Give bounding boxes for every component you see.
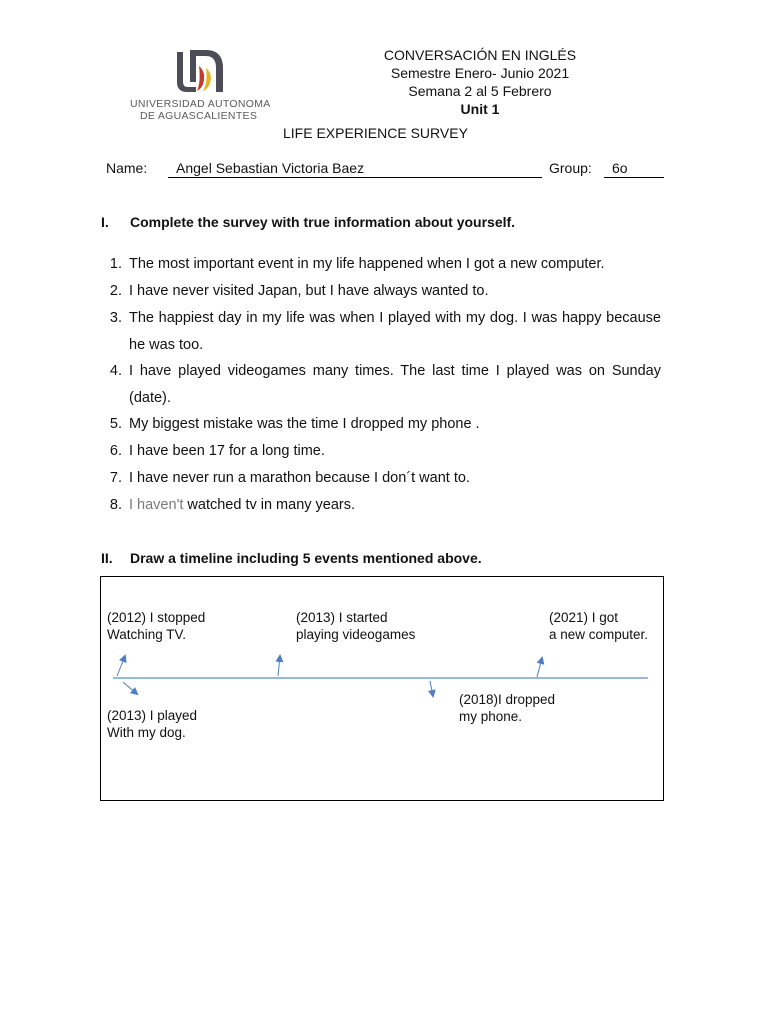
item-number: 4. [109, 363, 122, 379]
timeline-arrow [123, 682, 137, 694]
section-1-number: I. [101, 214, 109, 230]
item-number: 1. [109, 256, 122, 272]
survey-title: LIFE EXPERIENCE SURVEY [283, 125, 468, 141]
name-label: Name: [106, 160, 148, 176]
survey-item [106, 465, 661, 492]
item-number: 2. [109, 283, 122, 299]
group-label: Group: [549, 160, 592, 176]
item-prefix: I haven't [129, 497, 184, 513]
logo-text-line1: UNIVERSIDAD AUTONOMA [130, 98, 271, 110]
course-title: CONVERSACIÓN EN INGLÉS [383, 47, 577, 63]
name-field: Angel Sebastian Victoria Baez [168, 160, 542, 178]
item-number: 8. [109, 497, 122, 513]
timeline-event: (2021) I got a new computer. [549, 610, 649, 642]
timeline-event: (2013) I started playing videogames [296, 610, 416, 642]
item-text: I have never visited Japan, but I have always wanted to. [129, 283, 489, 299]
survey-item [106, 278, 661, 305]
survey-item [106, 251, 661, 278]
timeline-event: (2012) I stopped Watching TV. [107, 610, 206, 642]
item-text: My biggest mistake was the time I dropped my phone . [129, 416, 480, 432]
section-2-number: II. [101, 550, 113, 566]
item-text: I have been 17 for a long time. [129, 443, 325, 459]
item-number: 3. [109, 310, 122, 326]
timeline-arrow [117, 656, 125, 676]
semester-text: Semestre Enero- Junio 2021 [390, 65, 570, 81]
item-text [129, 492, 661, 519]
section-2-heading [101, 550, 661, 568]
section-1-title: Complete the survey with true information about yourself. [130, 214, 516, 230]
unit-label: Unit 1 [460, 101, 500, 117]
item-text: I have never run a marathon because I don´t want to. [129, 470, 470, 486]
logo-text-line2: DE AGUASCALIENTES [140, 110, 258, 122]
week-text: Semana 2 al 5 Febrero [408, 83, 552, 99]
section-1-heading [101, 214, 661, 232]
university-logo [130, 46, 275, 122]
timeline-event: (2013) I played With my dog. [107, 708, 198, 740]
survey-item [106, 438, 661, 465]
item-number: 6. [109, 443, 122, 459]
timeline-event: (2018)I dropped my phone. [459, 692, 556, 724]
timeline-arrow [430, 681, 433, 696]
timeline-arrow [537, 658, 542, 677]
item-text: I have played videogames many times. The last time I played was on Sunday (date). [129, 363, 661, 406]
survey-item [106, 411, 661, 438]
timeline-arrow [278, 656, 280, 676]
item-number: 5. [109, 416, 122, 432]
item-text-rest: watched tv in many years. [183, 497, 356, 513]
group-field: 6o [604, 160, 664, 178]
section-2-title: Draw a timeline including 5 events mentioned above. [130, 550, 482, 566]
logo-emblem-icon [130, 46, 275, 100]
item-number: 7. [109, 470, 122, 486]
item-text: The most important event in my life happened when I got a new computer. [129, 256, 605, 272]
item-text: The happiest day in my life was when I played with my dog. I was happy because he was too. [129, 310, 661, 353]
survey-item [106, 305, 661, 358]
survey-item [106, 358, 661, 411]
survey-item [106, 492, 661, 519]
